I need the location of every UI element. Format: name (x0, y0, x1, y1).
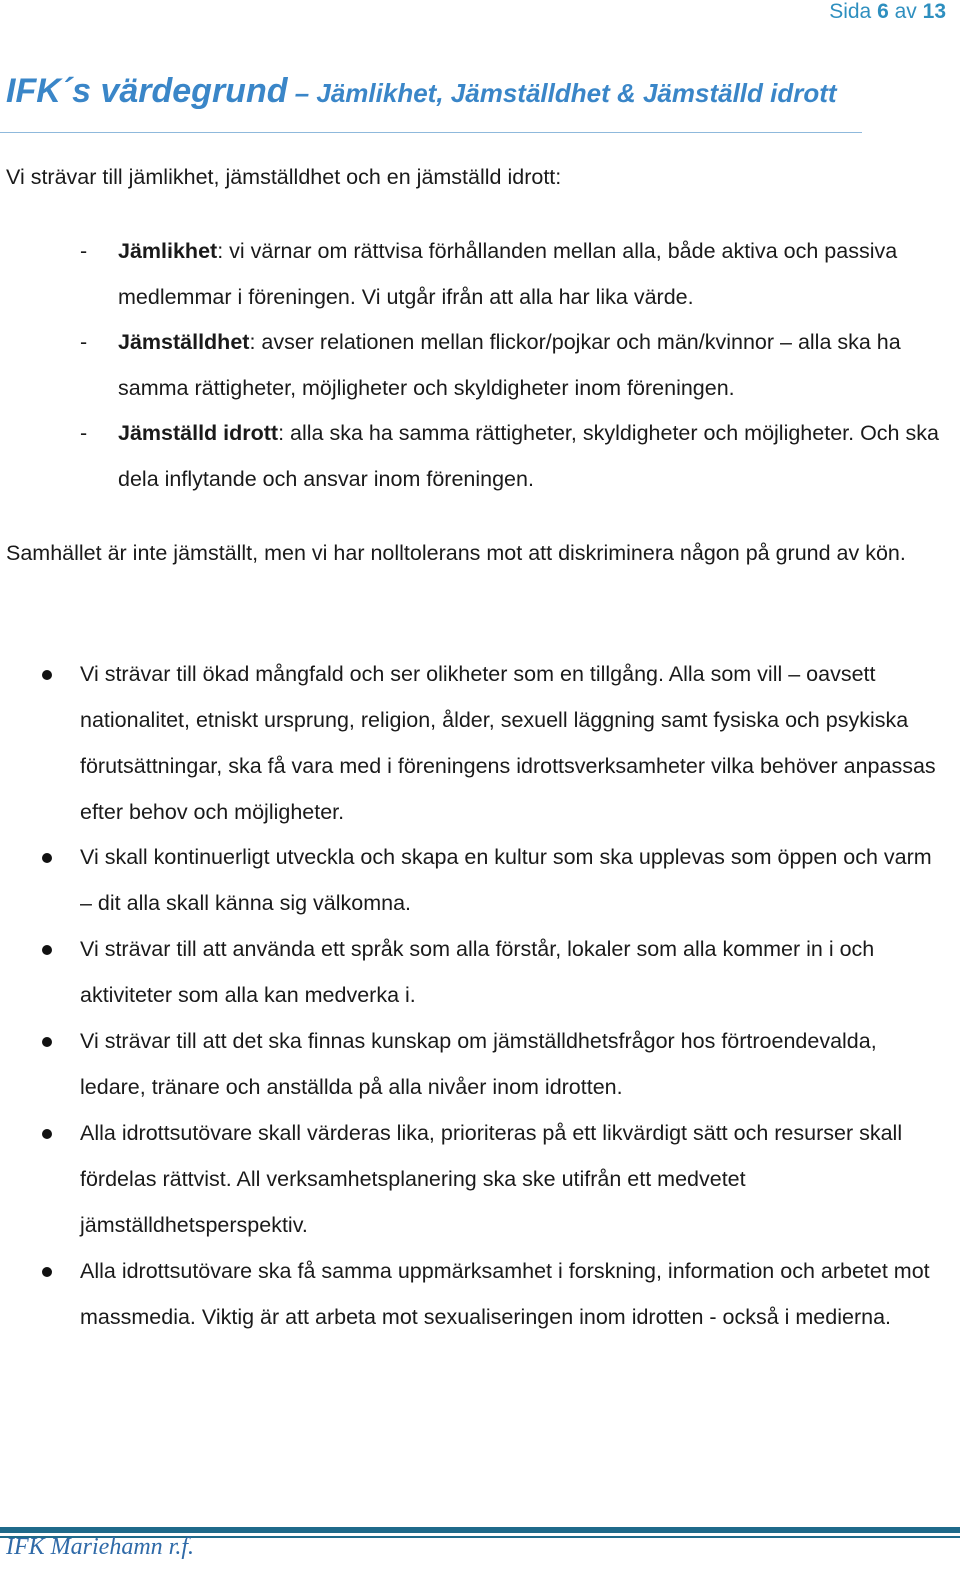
dash-item-term: Jämställd idrott (118, 421, 279, 445)
bullet-item-text: Alla idrottsutövare skall värderas lika, prioriteras på ett likvärdigt sätt och resurser skall fördelas rättvist. All verksamhetsplanering ska ske utifrån ett medvetet jämställdhetsperspektiv. (80, 1121, 903, 1237)
dash-marker: - (80, 330, 88, 354)
footer-org-name: IFK Mariehamn r.f. (6, 1534, 194, 1560)
dash-item-text (118, 319, 948, 411)
page-title (6, 72, 837, 111)
dash-item-term: Jämlikhet (118, 239, 218, 263)
title-main: IFK´s värdegrund (6, 72, 288, 110)
page-prefix: Sida (829, 0, 872, 23)
dash-item-text (118, 228, 948, 320)
footer-divider-thick (0, 1527, 960, 1533)
dash-item-body: : avser relationen mellan flickor/pojkar och män/kvinnor – alla ska ha samma rättigheter, möjligheter och skyldigheter inom föreningen. (118, 330, 901, 400)
bullet-marker (42, 1037, 52, 1047)
bullet-item-text: Alla idrottsutövare ska få samma uppmärksamhet i forskning, information och arbetet mot massmedia. Viktig är att arbeta mot sexualiseringen inom idrotten - också i medierna. (80, 1259, 930, 1329)
dash-marker: - (80, 421, 88, 445)
dash-item-body: : alla ska ha samma rättigheter, skyldigheter och möjligheter. Och ska dela inflytande och ansvar inom föreningen. (118, 421, 939, 491)
dash-item-text (118, 410, 948, 502)
page-mid: av (894, 0, 917, 23)
page-total: 13 (922, 0, 946, 23)
bullet-marker (42, 945, 52, 955)
intro-paragraph: Vi strävar till jämlikhet, jämställdhet och en jämställd idrott: (6, 165, 562, 189)
page-current: 6 (877, 0, 889, 23)
dash-item-term: Jämställdhet (118, 330, 250, 354)
bullet-item-text: Vi skall kontinuerligt utveckla och skapa en kultur som ska upplevas som öppen och varm – dit alla skall känna sig välkomna. (80, 845, 932, 915)
bullet-item-text: Vi strävar till ökad mångfald och ser olikheter som en tillgång. Alla som vill – oavsett nationalitet, etniskt ursprung, religion, ålder, sexuell läggning samt fysiska och psykiska förutsättningar, ska få vara med i föreningens idrottsverksamheter vilka behöver anpassas efter behov och möjligheter. (80, 662, 936, 824)
bullet-marker (42, 853, 52, 863)
bullet-marker (42, 670, 52, 680)
page-number (829, 0, 946, 24)
statement-paragraph: Samhället är inte jämställt, men vi har nolltolerans mot att diskriminera någon på grund av kön. (6, 541, 906, 565)
dash-marker: - (80, 239, 88, 263)
title-divider (0, 132, 862, 133)
title-sub: – Jämlikhet, Jämställdhet & Jämställd idrott (287, 78, 837, 108)
bullet-item-text: Vi strävar till att det ska finnas kunskap om jämställdhetsfrågor hos förtroendevalda, ledare, tränare och anställda på alla nivåer inom idrotten. (80, 1029, 877, 1099)
bullet-marker (42, 1267, 52, 1277)
bullet-marker (42, 1129, 52, 1139)
bullet-item-text: Vi strävar till att använda ett språk som alla förstår, lokaler som alla kommer in i och aktiviteter som alla kan medverka i. (80, 937, 875, 1007)
dash-item-body: : vi värnar om rättvisa förhållanden mellan alla, både aktiva och passiva medlemmar i föreningen. Vi utgår ifrån att alla har lika värde. (118, 239, 898, 309)
